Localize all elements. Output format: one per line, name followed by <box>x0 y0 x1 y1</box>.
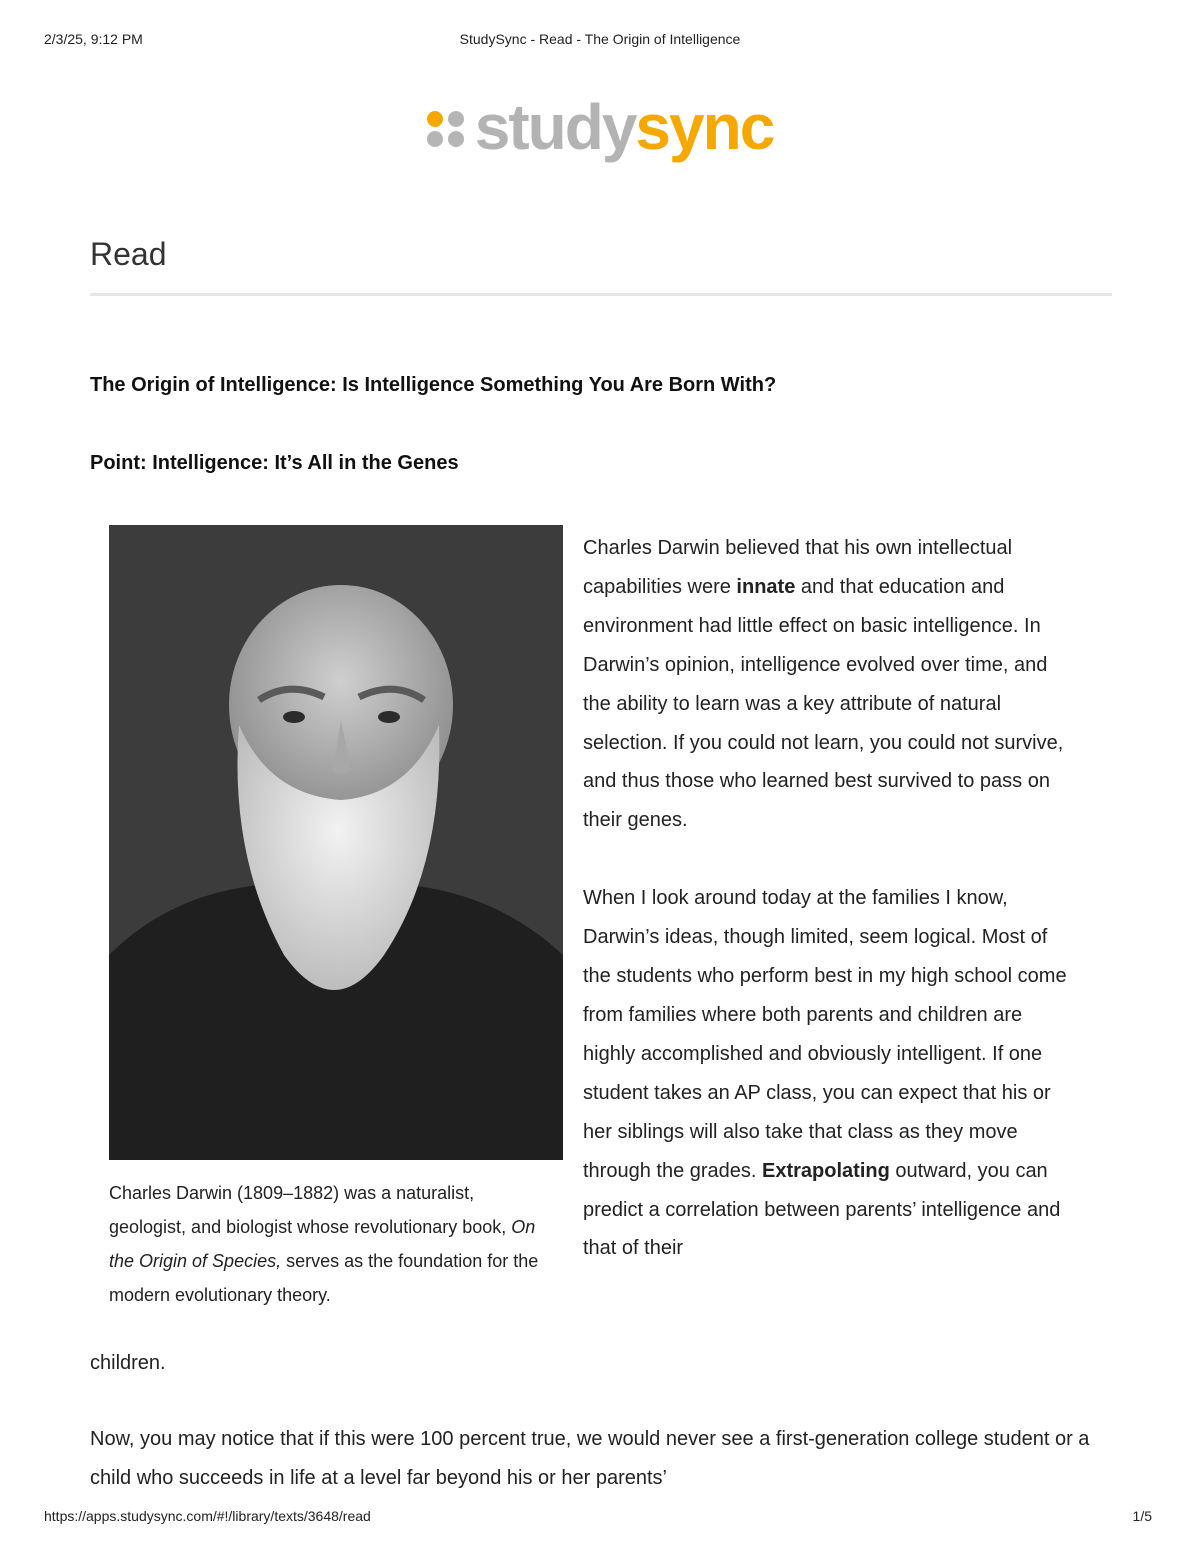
paragraph-2: When I look around today at the families I know, Darwin’s ideas, though limited, seem logical. Most of the students who perform best in my high school come from families where both parents and children are highly accomplished and obviously intelligent. If one student takes an AP class, you can expect that his or her siblings will also take that class as they move through the grades. Extrapolating outward, you can predict a correlation between parents’ intelligence and that of their <box>583 887 1067 1260</box>
vocab-word-innate[interactable]: innate <box>736 575 796 598</box>
paragraph-1: Charles Darwin believed that his own intellectual capabilities were innate and that education and environment had little effect on basic intelligence. In Darwin’s opinion, intelligence evolved over time, and the ability to learn was a key attribute of natural selection. If you could not learn, you could not survive, and thus those who learned best survived to pass on their genes. <box>583 537 1064 832</box>
darwin-portrait-image <box>109 525 563 1160</box>
print-url[interactable]: https://apps.studysync.com/#!/library/texts/3648/read <box>44 1508 371 1524</box>
section-divider <box>90 293 1112 296</box>
print-header <box>0 31 1200 51</box>
paragraph-3: Now, you may notice that if this were 100 percent true, we would never see a first-generation college student or a child who succeeds in life at a level far beyond his or her parents’ <box>90 1428 1090 1489</box>
studysync-logo[interactable] <box>0 92 1200 162</box>
print-datetime: 2/3/25, 9:12 PM <box>44 31 143 47</box>
paragraph-2-wrap: children. <box>90 1352 166 1374</box>
print-footer <box>0 1508 1200 1528</box>
vocab-word-extrapolating[interactable]: Extrapolating <box>762 1159 890 1182</box>
section-title: Read <box>90 236 167 272</box>
logo-sync-text: sync <box>635 91 774 163</box>
book-title: On the Origin of Species, <box>109 1217 536 1271</box>
logo-study-text: study <box>474 91 636 163</box>
print-page-title: StudySync - Read - The Origin of Intelligence <box>459 31 741 47</box>
article-body-column <box>583 529 1073 1268</box>
article-title: The Origin of Intelligence: Is Intelligence Something You Are Born With? <box>90 374 777 396</box>
portrait-caption: Charles Darwin (1809–1882) was a naturalist, geologist, and biologist whose revolutionary book, On the Origin of Species, serves as the foundation for the modern evolutionary theory. <box>109 1183 539 1305</box>
logo-dots-icon <box>427 105 469 149</box>
print-page-number: 1/5 <box>1132 1508 1152 1524</box>
point-heading: Point: Intelligence: It’s All in the Genes <box>90 452 459 474</box>
